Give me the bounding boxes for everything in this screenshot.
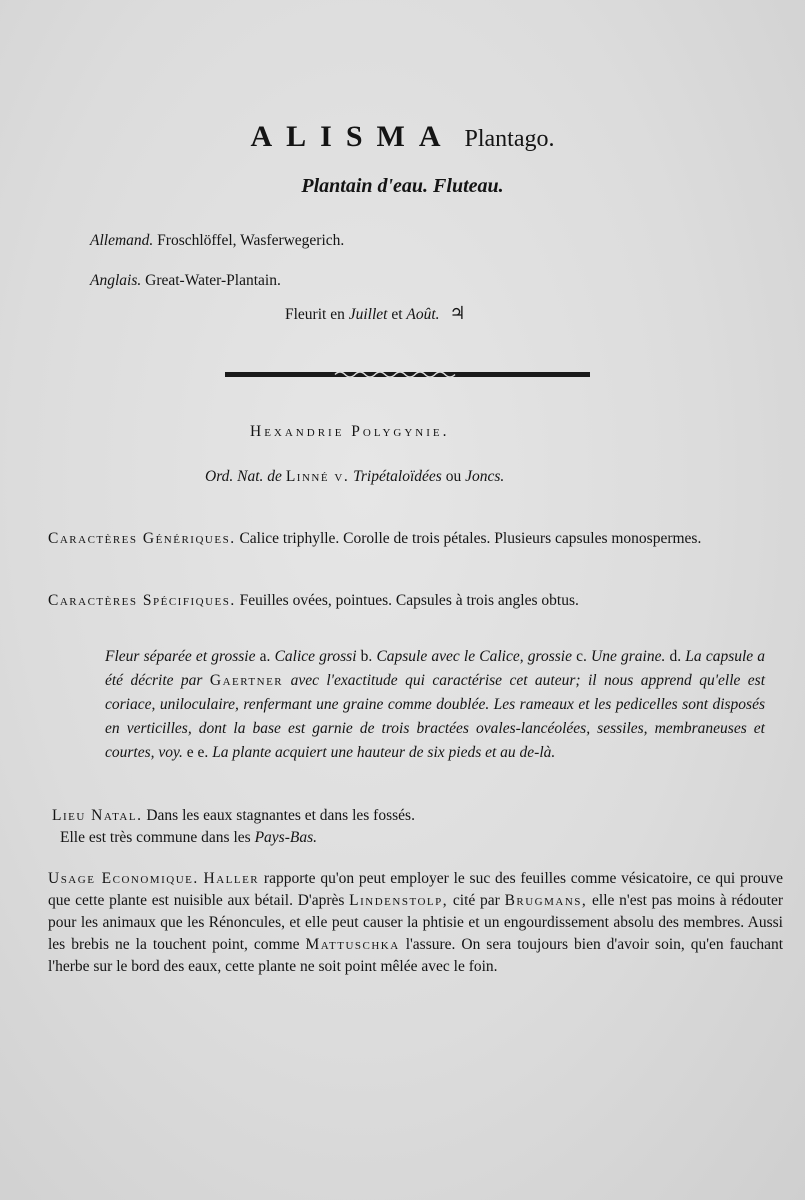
lang-label: Anglais. — [90, 272, 142, 289]
order-group: Joncs. — [465, 468, 505, 485]
perennial-symbol: ♃ — [449, 303, 466, 323]
figure-ref: d. — [669, 648, 682, 665]
section-label: Caractères Génériques. — [48, 530, 236, 547]
generic-characters — [48, 528, 783, 550]
desc-text: La capsule a été décrite par — [105, 648, 766, 689]
section-label: Usage Economique. — [48, 870, 199, 887]
lang-label: Allemand. — [90, 232, 154, 249]
desc-text: La plante acquiert une hauteur de six pieds et au de-là. — [212, 744, 556, 761]
section-text: l'assure. On sera toujours bien d'avoir soin, qu'en fauchant l'herbe sur le bord des eaux, cette plante ne soit point mêlée avec le foin. — [48, 936, 784, 975]
desc-text: avec l'exactitude qui caractérise cet auteur; il nous apprend qu'elle est coriace, uniloculaire, renfermant une graine comme doublée. Les rameaux et les pedicelles sont disposés en verticilles, dont la base est garnie de trois bractées ovales-lancéolées, sessiles, membraneuses et courtes, voy. — [105, 672, 766, 761]
desc-text: Calice grossi — [274, 648, 357, 665]
plate-description — [105, 645, 765, 765]
order-prefix: Ord. Nat. de — [205, 468, 282, 485]
section-text: elle n'est pas moins à rédouter pour les animaux que les Rénoncules, et elle peut causer la phtisie et un engourdissement absolu des membres. Aussi les brebis ne la touchent point, comme — [48, 892, 783, 953]
author-name: Lindenstolp, — [349, 892, 449, 909]
lang-value: Froschlöffel, Wasferwegerich. — [157, 232, 345, 249]
section-text: Dans les eaux stagnantes et dans les fossés. — [146, 807, 415, 824]
flowering-prefix: Fleurit en — [285, 306, 345, 323]
figure-ref: a. — [259, 648, 271, 665]
habitat-section — [48, 805, 783, 849]
author-name: Haller — [203, 870, 260, 887]
name-english — [90, 272, 281, 290]
section-text: rapporte qu'on peut employer le suc des feuilles comme vésicatoire, ce qui prouve que cette plante est nuisible aux bétail. D'après — [48, 870, 784, 909]
flowering-line — [285, 303, 466, 324]
author-name: Gaertner — [209, 672, 284, 689]
author-name: Mattuschka — [305, 936, 400, 953]
section-text: Feuilles ovées, pointues. Capsules à trois angles obtus. — [239, 592, 579, 609]
order-group: Tripétaloïdées — [353, 468, 442, 485]
figure-ref: b. — [360, 648, 373, 665]
desc-text: Fleur séparée et grossie — [105, 648, 256, 665]
natural-order — [205, 468, 504, 486]
order-author: Linné v. — [285, 468, 350, 485]
flowering-conj: et — [391, 306, 403, 323]
desc-text: Une graine. — [591, 648, 666, 665]
specific-characters — [48, 590, 783, 612]
section-text: cité par — [452, 892, 500, 909]
species-name: Plantago. — [464, 126, 555, 152]
name-german — [90, 232, 344, 250]
section-label: Lieu Natal. — [52, 807, 143, 824]
flowering-month: Août. — [406, 306, 440, 323]
flowering-month: Juillet — [348, 306, 388, 323]
lang-value: Great-Water-Plantain. — [145, 272, 281, 289]
section-text: Calice triphylle. Corolle de trois pétales. Plusieurs capsules monospermes. — [239, 530, 702, 547]
figure-ref: e e. — [186, 744, 209, 761]
desc-text: Capsule avec le Calice, grossie — [376, 648, 572, 665]
order-or: ou — [445, 468, 462, 485]
page-title — [0, 120, 805, 154]
common-name-subtitle: Plantain d'eau. Fluteau. — [301, 175, 504, 197]
genus-name: ALISMA — [250, 120, 455, 153]
place-name: Pays-Bas. — [254, 829, 317, 846]
author-name: Brugmans, — [504, 892, 588, 909]
figure-ref: c. — [576, 648, 587, 665]
section-label: Caractères Spécifiques. — [48, 592, 236, 609]
ornamental-rule — [225, 370, 590, 380]
usage-section — [48, 868, 783, 978]
section-text: Elle est très commune dans les — [60, 829, 251, 846]
classification-system: Hexandrie Polygynie. — [250, 423, 450, 440]
